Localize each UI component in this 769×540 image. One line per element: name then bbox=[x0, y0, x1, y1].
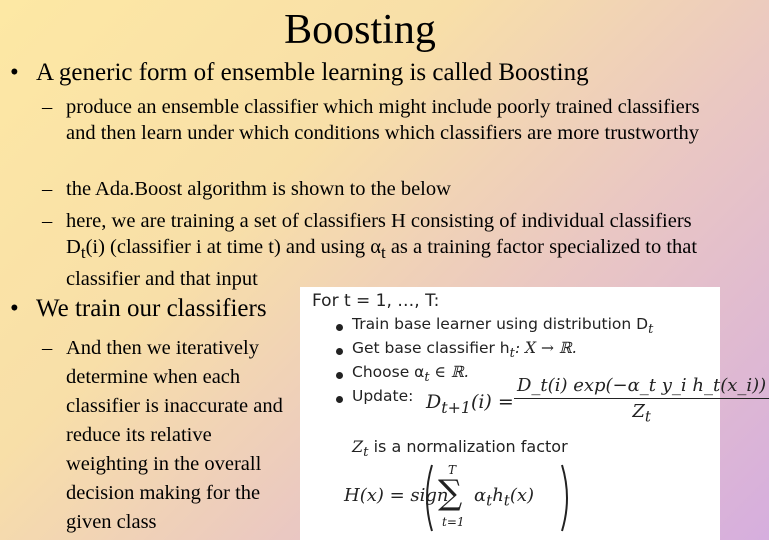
for-line: For t = 1, …, T: bbox=[312, 291, 440, 311]
bullet-text: A generic form of ensemble learning is called Boosting bbox=[36, 59, 589, 86]
subscript: t bbox=[648, 322, 654, 338]
subscript: t bbox=[80, 243, 86, 263]
dash-marker: – bbox=[42, 210, 53, 232]
step-text: Choose α bbox=[352, 363, 425, 381]
subscript: t bbox=[509, 346, 515, 362]
dash-marker: – bbox=[42, 96, 53, 118]
right-paren bbox=[562, 465, 567, 531]
adaboost-algorithm-image bbox=[300, 287, 767, 540]
bullet-text: We train our classifiers bbox=[36, 295, 267, 322]
text-part: as a training factor specialized to that classifier and that input bbox=[66, 236, 698, 291]
bullet-dot bbox=[336, 396, 343, 403]
math-text: h bbox=[492, 485, 504, 506]
sum-expression bbox=[422, 461, 572, 535]
subscript: t bbox=[486, 491, 493, 510]
text-part: here, we are training a set of classifiers H consisting of individual classifiers D bbox=[66, 210, 692, 258]
text-part: (i) (classifier i at time t) and using bbox=[85, 236, 371, 258]
subbullet-text bbox=[66, 208, 708, 292]
subscript: t bbox=[380, 243, 386, 263]
step-text: : X → ℝ. bbox=[514, 339, 577, 357]
subscript: t bbox=[424, 370, 430, 386]
sum-term bbox=[474, 485, 534, 510]
bullet-dot bbox=[336, 324, 343, 331]
subscript: t+1 bbox=[441, 397, 471, 417]
step-update: Update: bbox=[352, 387, 414, 405]
step-text: Train base learner using distribution D bbox=[352, 315, 649, 333]
dash-marker: – bbox=[42, 337, 53, 359]
step-get-classifier bbox=[352, 339, 577, 361]
sigma-icon: ∑ bbox=[438, 473, 463, 513]
step-text: ∈ ℝ. bbox=[429, 363, 469, 381]
math-text: (x) bbox=[509, 485, 535, 506]
bullet-dot bbox=[336, 348, 343, 355]
normalization-line bbox=[352, 437, 568, 460]
update-fraction bbox=[514, 375, 769, 426]
step-train bbox=[352, 315, 653, 337]
math-text: α bbox=[474, 485, 487, 506]
math-text: (i) = bbox=[470, 391, 514, 413]
dash-marker: – bbox=[42, 178, 53, 200]
slide-title: Boosting bbox=[284, 7, 436, 53]
subbullet-text: the Ada.Boost algorithm is shown to the below bbox=[66, 178, 451, 200]
alpha-symbol: α bbox=[370, 236, 381, 258]
left-paren bbox=[427, 465, 432, 531]
update-lhs bbox=[426, 391, 514, 417]
subscript: t bbox=[503, 491, 510, 510]
subbullet-text: And then we iteratively determine when each classifier is inaccurate and reduce its relative weighting in the overall decision making for the given class bbox=[66, 337, 283, 533]
fraction-denominator bbox=[514, 399, 769, 426]
subscript: t bbox=[363, 445, 369, 461]
sum-upper: T bbox=[448, 463, 457, 477]
sum-lower: t=1 bbox=[442, 515, 465, 529]
bullet-dot: • bbox=[10, 59, 19, 86]
bullet-dot: • bbox=[10, 295, 19, 322]
math-text: Z bbox=[352, 437, 364, 456]
fraction-numerator: D_t(i) exp(−α_t y_i h_t(x_i)) bbox=[514, 375, 769, 399]
step-choose-alpha bbox=[352, 363, 469, 385]
math-text: Z bbox=[632, 401, 645, 422]
step-text: is a normalization factor bbox=[368, 437, 568, 456]
subbullet-text: produce an ensemble classifier which might include poorly trained classifiers and then learn under which conditions which classifiers are more trustworthy bbox=[66, 96, 700, 144]
bullet-dot bbox=[336, 372, 343, 379]
step-text: Get base classifier h bbox=[352, 339, 510, 357]
math-text: D bbox=[426, 391, 442, 413]
subscript: t bbox=[644, 407, 651, 426]
final-classifier-lhs: H(x) = sign bbox=[344, 485, 449, 506]
fraction bbox=[514, 375, 769, 426]
